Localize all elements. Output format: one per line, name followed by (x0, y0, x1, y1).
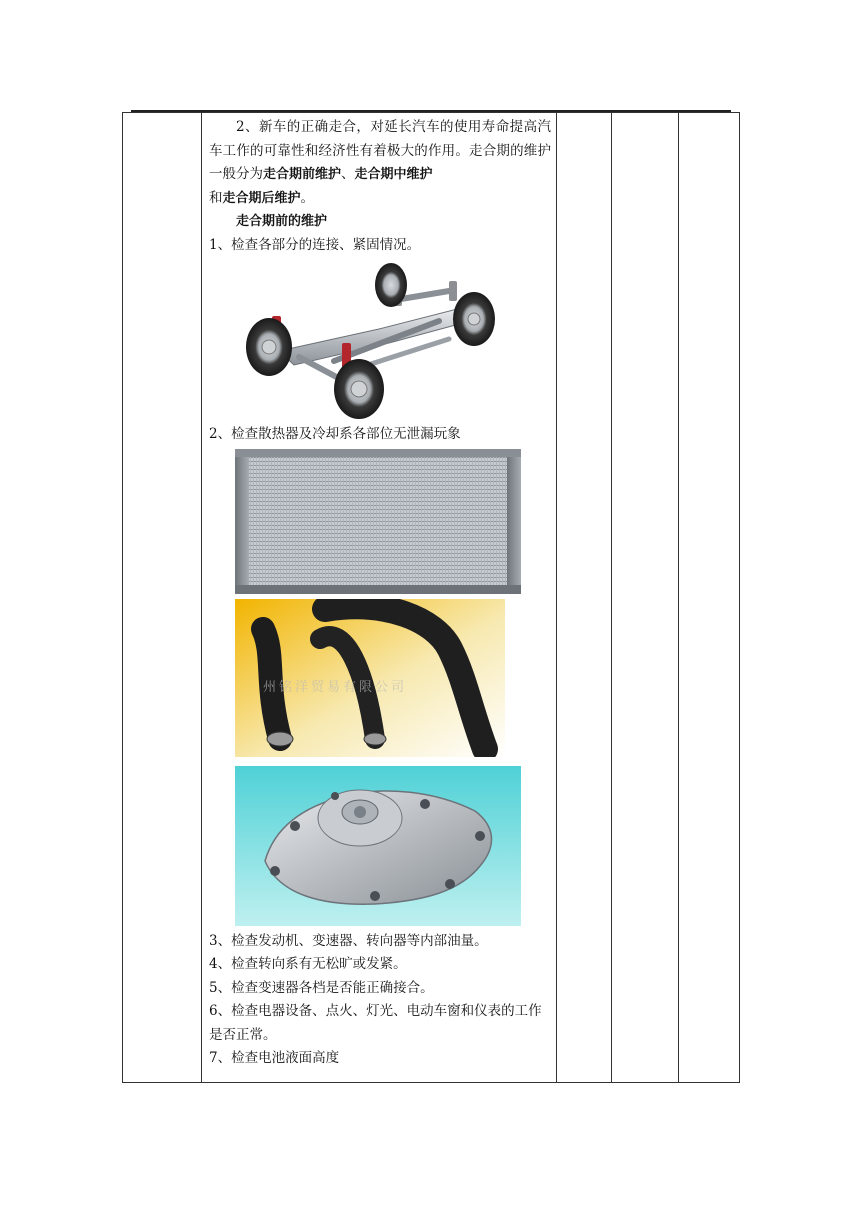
water-pump-image (235, 766, 551, 926)
section-title: 走合期前的维护 (236, 214, 328, 229)
hose-image (235, 599, 551, 757)
list-item: 6、检查电器设备、点火、灯光、电动车窗和仪表的工作是否正常。 (209, 1003, 542, 1043)
column-3-cell (557, 113, 612, 1083)
intro-paragraph: 2、新车的正确走合，对延长汽车的使用寿命提高汽车工作的可靠性和经济性有着极大的作用。走合期的维护一般分为走合期前维护、走合期中维护 和走合期后维护。 (209, 119, 551, 206)
hose-watermark: 州铭洋贸易有限公司 (263, 679, 408, 695)
list-item: 1、检查各部分的连接、紧固情况。 (209, 236, 421, 253)
column-5-cell (679, 113, 740, 1083)
list-item: 3、检查发动机、变速器、转向器等内部油量。 (209, 932, 488, 949)
document-table (122, 112, 740, 1083)
radiator-image (235, 449, 551, 594)
list-item: 4、检查转向系有无松旷或发紧。 (209, 956, 407, 972)
content-cell (202, 113, 557, 1083)
list-item: 7、检查电池液面高度 (209, 1050, 340, 1066)
left-column-cell (123, 113, 202, 1083)
chassis-image (239, 261, 551, 421)
list-item: 2、检查散热器及冷却系各部位无泄漏玩象 (209, 426, 461, 442)
list-item: 5、检查变速器各档是否能正确接合。 (209, 979, 434, 996)
column-4-cell (612, 113, 679, 1083)
